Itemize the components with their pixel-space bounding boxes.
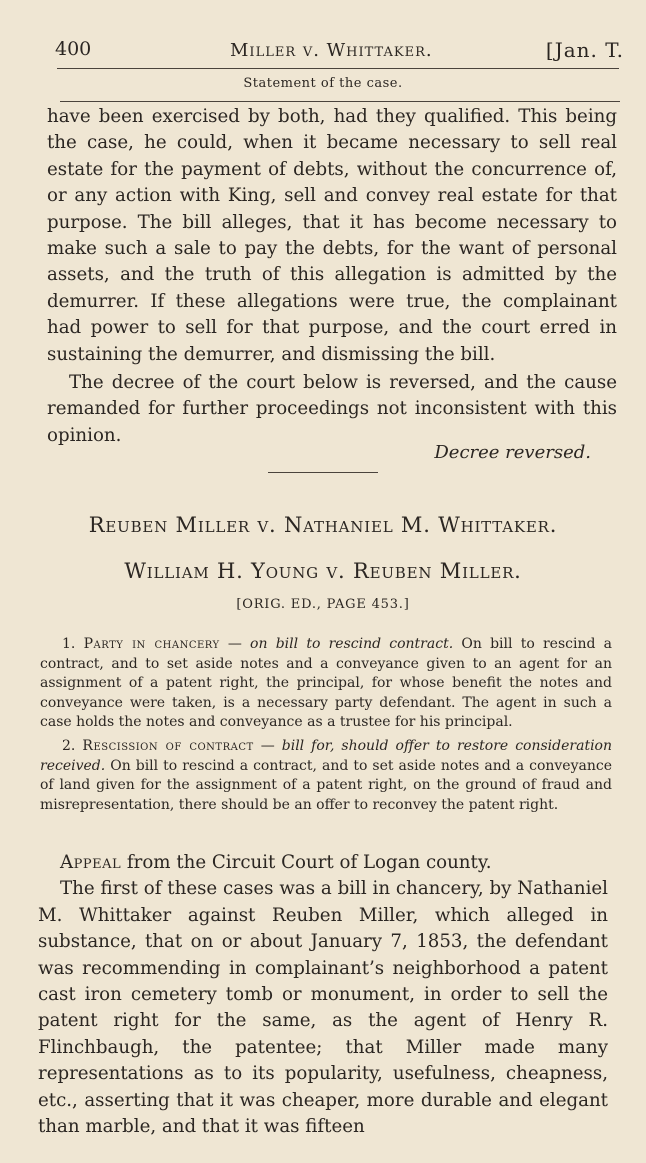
headnote-topic: Party in chancery (83, 636, 220, 652)
appeal-lead: Appeal (60, 852, 122, 873)
headnotes (40, 635, 612, 815)
appeal-rest: from the Circuit Court of Logan county. (121, 852, 492, 873)
headnote-text: On bill to rescind a contract, and to set aside notes and a conveyance given to an agent for an assignment of a patent right, the principal, for whose benefit the notes and conveyance were taken, is a necessary party defendant. The agent in such a case holds the notes and conveyance as a trustee for his principal. (40, 636, 612, 731)
statement-paragraph: The first of these cases was a bill in chancery, by Nathaniel M. Whittaker against Reuben Miller, which alleged in substance, that on or about January 7, 1853, the defendant was recommending in complainant’s neighborhood a patent cast iron cemetery tomb or monument, in order to sell the patent right for the same, as the agent of Henry R. Flinchbaugh, the patentee; that Miller made many representations as to its popularity, usefulness, cheapness, etc., asserting that it was cheaper, more durable and elegant than marble, and that it was fifteen (38, 878, 608, 1138)
headnote-number: 1. (62, 636, 76, 652)
headnote-topic: Rescission of contract (82, 737, 254, 754)
term-label: [Jan. T. (545, 38, 624, 62)
subheading-rule (60, 101, 620, 102)
headnote-dash: — (253, 737, 282, 754)
headnote-dash: — (219, 636, 251, 652)
case-title: William H. Young v. Reuben Miller. (124, 559, 522, 583)
appeal-line (38, 850, 608, 876)
original-edition-page: [ORIG. ED., PAGE 453.] (236, 597, 410, 612)
running-title: Miller v. Whittaker. (230, 40, 433, 61)
headnote-subtopic: on bill to rescind contract. (250, 636, 454, 652)
continuation-text (47, 104, 617, 449)
section-divider (268, 472, 378, 473)
headnote-number: 2. (62, 737, 76, 754)
headnote-text: On bill to rescind a contract, and to set aside notes and a conveyance of land given for the assignment of a patent right, on the ground of fraud and misrepresentation, there should be an offer to reconvey the patent right. (40, 757, 612, 813)
headnote (40, 635, 612, 733)
decree-reversed: Decree reversed. (434, 442, 591, 463)
header-rule (57, 68, 619, 69)
subheading: Statement of the case. (243, 76, 403, 91)
running-header (55, 38, 624, 68)
headnote (40, 737, 612, 815)
headnote-subtopic: bill for, should offer to restore consideration received. (40, 737, 612, 774)
continuation-paragraph: have been exercised by both, had they qualified. This being the case, he could, when it became necessary to sell real estate for the payment of debts, without the concurrence of, or any action with King, sell and convey real estate for that purpose. The bill alleges, that it has become necessary to make such a sale to pay the debts, for the want of personal assets, and the truth of this allegation is admitted by the demurrer. If these allegations were true, the complainant had power to sell for that purpose, and the court erred in sustaining the demurrer, and dismissing the bill. (47, 106, 617, 365)
page-number: 400 (55, 38, 92, 60)
statement-of-case (38, 850, 608, 1140)
case-title: Reuben Miller v. Nathaniel M. Whittaker. (88, 513, 558, 537)
continuation-paragraph: The decree of the court below is reversed, and the cause remanded for further proceedings not inconsistent with this opinion. (47, 372, 617, 446)
